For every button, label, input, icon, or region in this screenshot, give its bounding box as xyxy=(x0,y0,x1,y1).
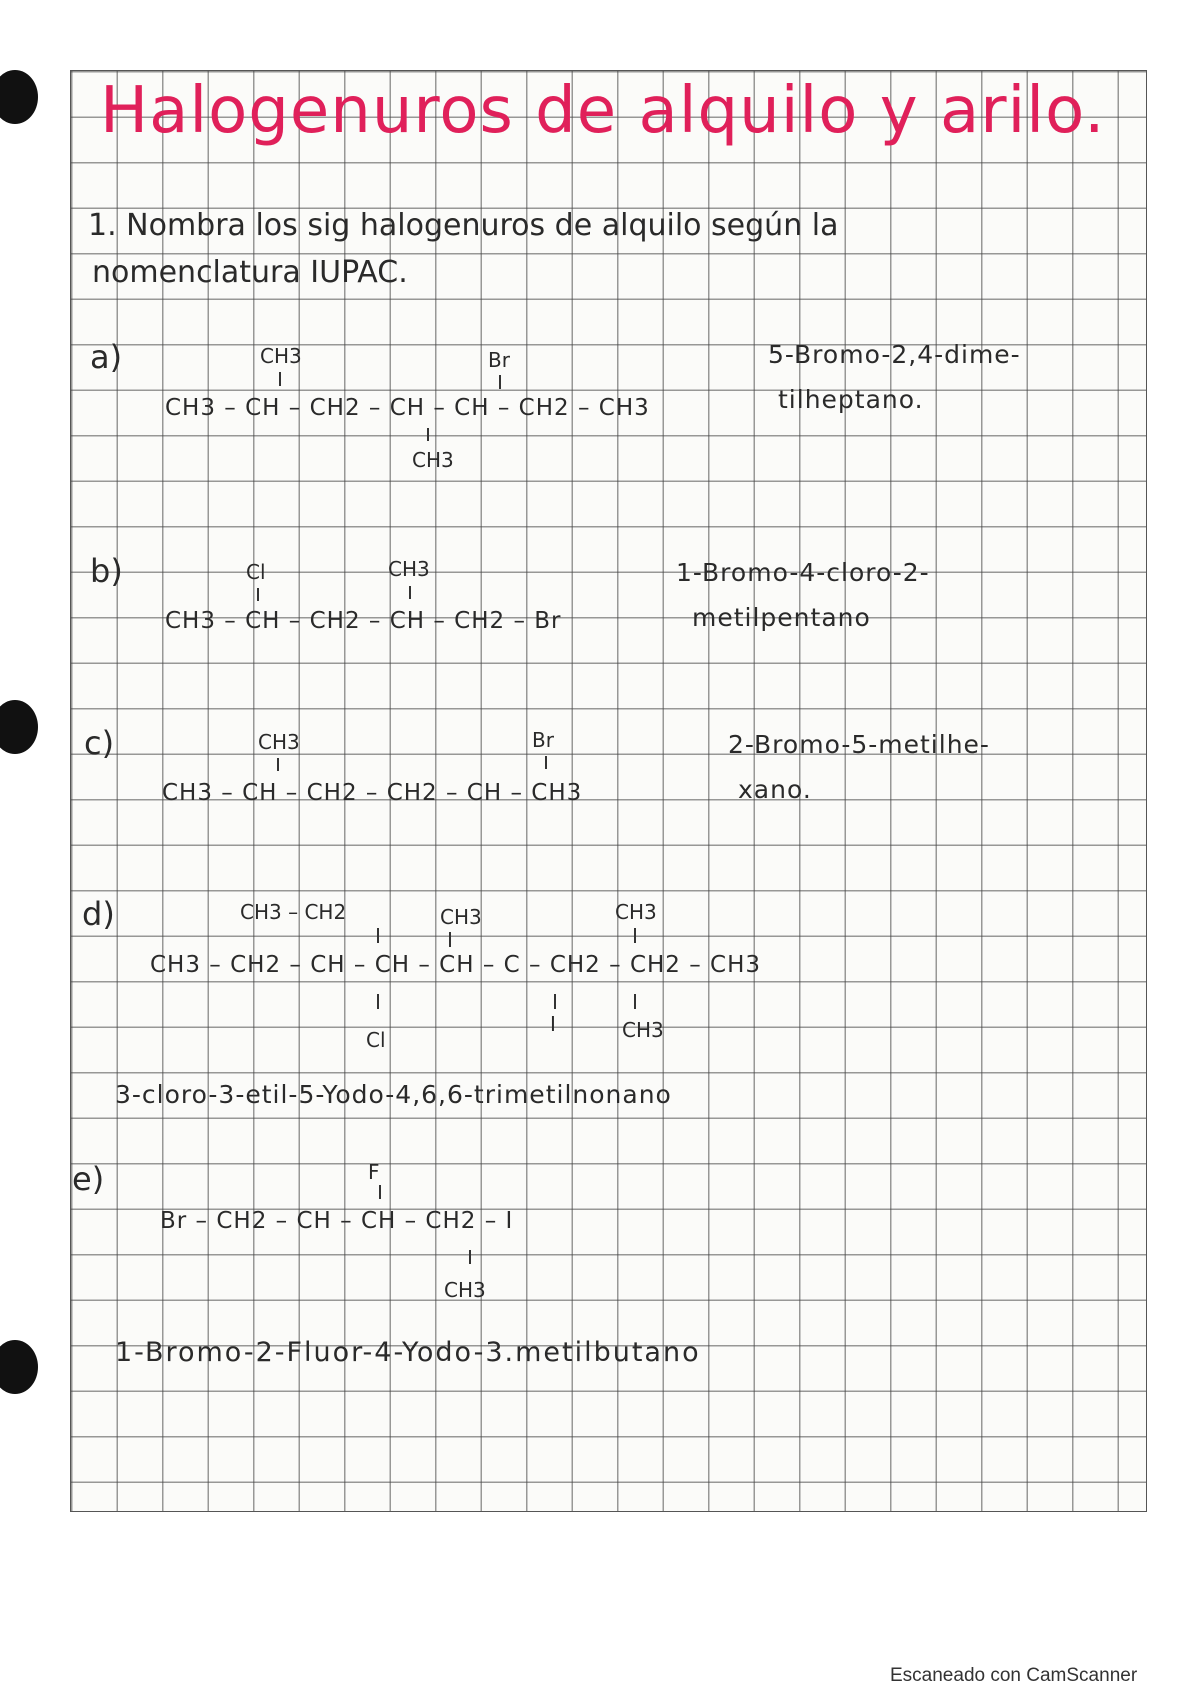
item-b-sub-top-2: CH3 xyxy=(388,557,430,581)
question-line-2: nomenclatura IUPAC. xyxy=(92,255,408,290)
scanner-watermark: Escaneado con CamScanner xyxy=(890,1665,1138,1686)
item-b-chain: CH3 – CH – CH2 – CH – CH2 – Br xyxy=(165,608,562,634)
item-c-label: c) xyxy=(84,724,115,762)
item-c-answer-line-1: 2-Bromo-5-metilhe- xyxy=(728,730,990,759)
item-e-label: e) xyxy=(72,1160,105,1198)
item-d-sub-top-2: CH3 xyxy=(440,905,482,929)
item-d-sub-top-3: CH3 xyxy=(615,900,657,924)
item-a-sub-bottom-1: CH3 xyxy=(412,448,454,472)
item-e-answer: 1-Bromo-2-Fluor-4-Yodo-3.metilbutano xyxy=(115,1337,701,1368)
item-d-sub-bottom-3: CH3 xyxy=(622,1018,664,1042)
item-d-label: d) xyxy=(82,895,115,933)
item-e-sub-top-1: F xyxy=(368,1160,380,1184)
item-a-answer-line-2: tilheptano. xyxy=(778,385,924,414)
item-c-answer-line-2: xano. xyxy=(738,775,812,804)
item-d-sub-bottom-2: I xyxy=(550,1012,556,1036)
page-title: Halogenuros de alquilo y arilo. xyxy=(100,74,1106,148)
item-b-answer-line-1: 1-Bromo-4-cloro-2- xyxy=(676,558,930,587)
item-a-chain: CH3 – CH – CH2 – CH – CH – CH2 – CH3 xyxy=(165,395,650,421)
item-b-sub-top-1: Cl xyxy=(246,560,266,584)
item-e-sub-bottom-1: CH3 xyxy=(444,1278,486,1302)
item-a-sub-top-2: Br xyxy=(488,348,510,372)
item-d-sub-top-1: CH3 – CH2 xyxy=(240,900,347,924)
item-c-sub-top-1: CH3 xyxy=(258,730,300,754)
item-b-answer-line-2: metilpentano xyxy=(692,603,871,632)
item-b-label: b) xyxy=(90,552,123,590)
item-d-sub-bottom-1: Cl xyxy=(366,1028,386,1052)
item-e-chain: Br – CH2 – CH – CH – CH2 – I xyxy=(160,1208,514,1234)
item-d-chain: CH3 – CH2 – CH – CH – CH – C – CH2 – CH2 – CH3 xyxy=(150,952,762,978)
item-c-chain: CH3 – CH – CH2 – CH2 – CH – CH3 xyxy=(162,780,583,806)
question-line-1: 1. Nombra los sig halogenuros de alquilo según la xyxy=(88,208,839,243)
item-d-answer: 3-cloro-3-etil-5-Yodo-4,6,6-trimetilnonano xyxy=(115,1080,672,1109)
item-a-label: a) xyxy=(90,338,123,376)
item-c-sub-top-2: Br xyxy=(532,728,554,752)
item-a-answer-line-1: 5-Bromo-2,4-dime- xyxy=(768,340,1021,369)
item-a-sub-top-1: CH3 xyxy=(260,344,302,368)
